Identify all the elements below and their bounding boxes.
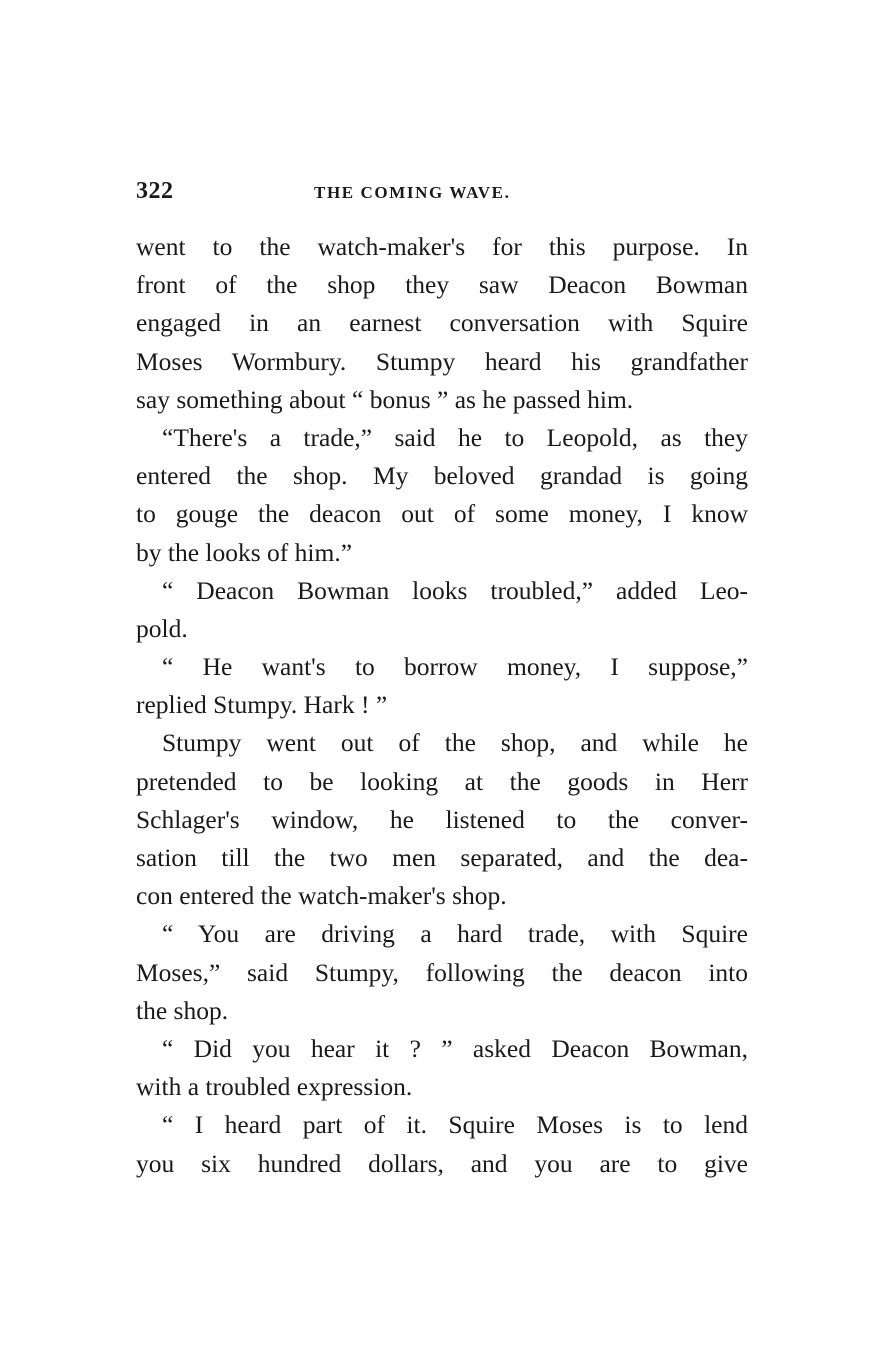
- text-line: “ You are driving a hard trade, with Squire: [162, 919, 748, 949]
- text-line: front of the shop they saw Deacon Bowman: [136, 270, 748, 300]
- text-line: “ I heard part of it. Squire Moses is to lend: [162, 1110, 748, 1140]
- text-line: con entered the watch-maker's shop.: [136, 881, 507, 911]
- text-line: “There's a trade,” said he to Leopold, as they: [162, 422, 748, 452]
- text-line: engaged in an earnest conversation with Squire: [136, 308, 748, 338]
- page-number: 322: [136, 178, 174, 204]
- text-line: by the looks of him.”: [136, 537, 353, 567]
- text-line: the shop.: [136, 995, 229, 1025]
- text-line: replied Stumpy. Hark ! ”: [136, 690, 388, 720]
- text-line: Stumpy went out of the shop, and while he: [162, 728, 748, 758]
- text-line: “ He want's to borrow money, I suppose,”: [162, 652, 748, 682]
- running-title: THE COMING WAVE.: [314, 183, 511, 202]
- text-line: Schlager's window, he listened to the conver-: [136, 804, 748, 834]
- text-line: pretended to be looking at the goods in Herr: [136, 766, 748, 796]
- text-line: you six hundred dollars, and you are to give: [136, 1148, 748, 1178]
- text-line: pold.: [136, 613, 188, 643]
- text-line: Moses Wormbury. Stumpy heard his grandfather: [136, 346, 748, 376]
- text-line: say something about “ bonus ” as he passed him.: [136, 384, 634, 414]
- body-text: [136, 228, 748, 1183]
- text-line: “ Deacon Bowman looks troubled,” added Leo-: [162, 575, 748, 605]
- page-header: [136, 178, 748, 208]
- text-line: sation till the two men separated, and the dea-: [136, 843, 748, 872]
- text-line: with a troubled expression.: [136, 1072, 413, 1102]
- text-line: went to the watch-maker's for this purpose. In: [136, 232, 748, 261]
- text-line: entered the shop. My beloved grandad is going: [136, 461, 748, 491]
- text-line: to gouge the deacon out of some money, I know: [136, 499, 748, 529]
- text-line: “ Did you hear it ? ” asked Deacon Bowman,: [162, 1033, 748, 1063]
- text-line: Moses,” said Stumpy, following the deacon into: [136, 957, 748, 987]
